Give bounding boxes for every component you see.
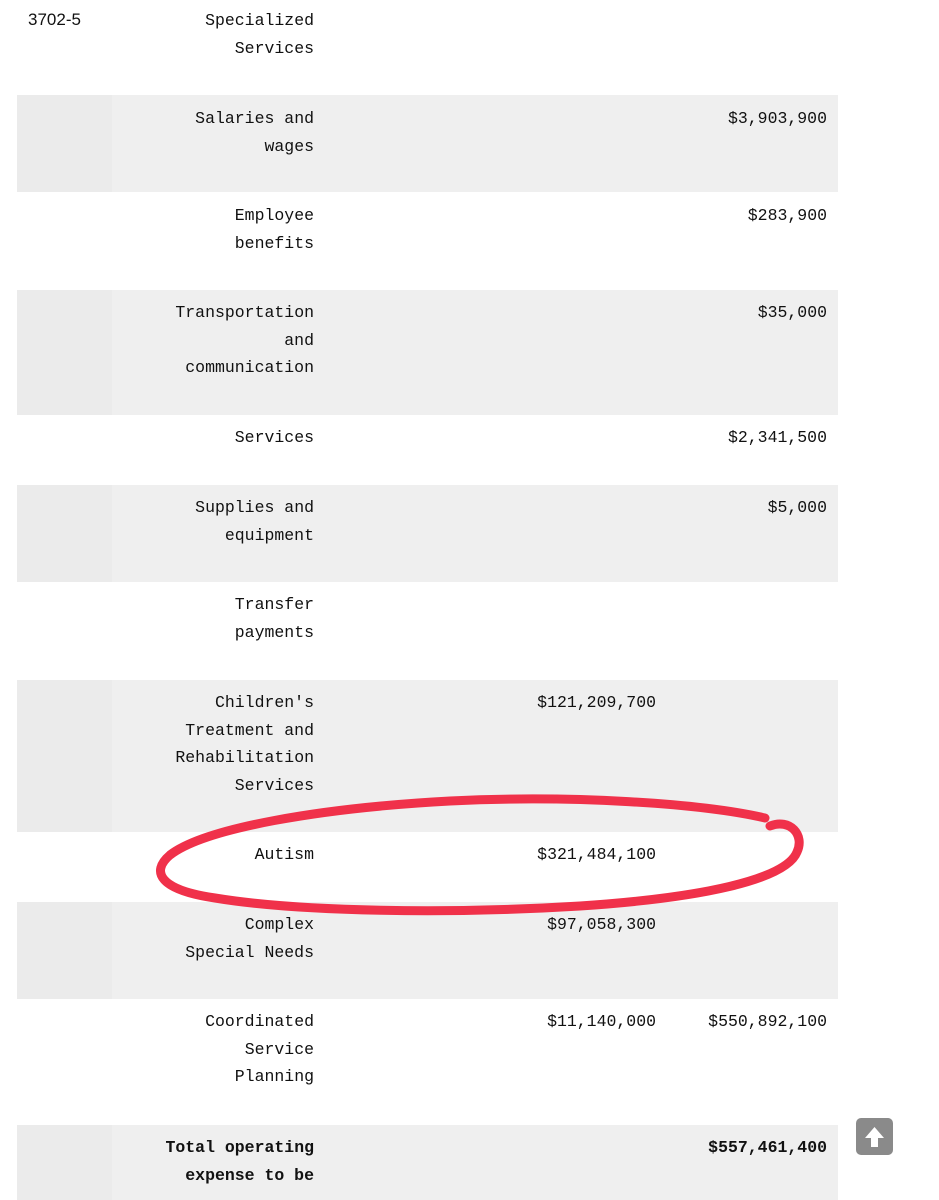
- row-shade-margin: [17, 485, 112, 582]
- row-amount: $283,900: [747, 206, 827, 225]
- row-program-amount: $97,058,300: [547, 915, 656, 934]
- row-program-amount: $11,140,000: [547, 1012, 656, 1031]
- row-label: Employee benefits: [234, 206, 314, 253]
- row-label: Transportation and communication: [175, 303, 314, 377]
- row-amount: $550,892,100: [708, 1012, 827, 1031]
- row-shade-margin: [17, 95, 112, 192]
- table-row: [17, 415, 838, 485]
- row-shade-margin: [17, 1125, 112, 1200]
- table-row-total: [17, 1125, 838, 1200]
- table-row: [17, 290, 838, 415]
- row-amount: $5,000: [767, 498, 827, 517]
- table-row: [17, 832, 838, 902]
- scroll-to-top-button[interactable]: [856, 1118, 893, 1155]
- row-label: Supplies and equipment: [195, 498, 314, 545]
- table-row: [17, 582, 838, 680]
- row-program-amount: $121,209,700: [537, 693, 656, 712]
- row-label: Coordinated Service Planning: [205, 1012, 314, 1086]
- table-row: [17, 485, 838, 582]
- row-label: Specialized Services: [205, 11, 314, 58]
- arrow-up-icon: [856, 1118, 893, 1155]
- table-row: [17, 0, 838, 95]
- row-label: Services: [234, 428, 314, 447]
- row-shade-margin: [17, 290, 112, 415]
- vote-item-number: 3702-5: [28, 10, 81, 29]
- row-label: Transfer payments: [234, 595, 314, 642]
- table-row: [17, 95, 838, 192]
- total-label: Total operating expense to be: [165, 1138, 314, 1185]
- row-shade-margin: [17, 902, 112, 999]
- row-program-amount: $321,484,100: [537, 845, 656, 864]
- row-shade-margin: [17, 680, 112, 832]
- row-label: Children's Treatment and Rehabilitation Services: [175, 693, 314, 795]
- row-amount: $3,903,900: [727, 109, 827, 128]
- row-amount: $35,000: [757, 303, 827, 322]
- total-amount: $557,461,400: [708, 1138, 827, 1157]
- table-row: [17, 192, 838, 290]
- table-row: [17, 680, 838, 832]
- row-amount: $2,341,500: [727, 428, 827, 447]
- row-label: Complex Special Needs: [185, 915, 314, 962]
- row-label: Salaries and wages: [195, 109, 314, 156]
- row-label: Autism: [254, 845, 314, 864]
- table-row: [17, 999, 838, 1125]
- table-row: [17, 902, 838, 999]
